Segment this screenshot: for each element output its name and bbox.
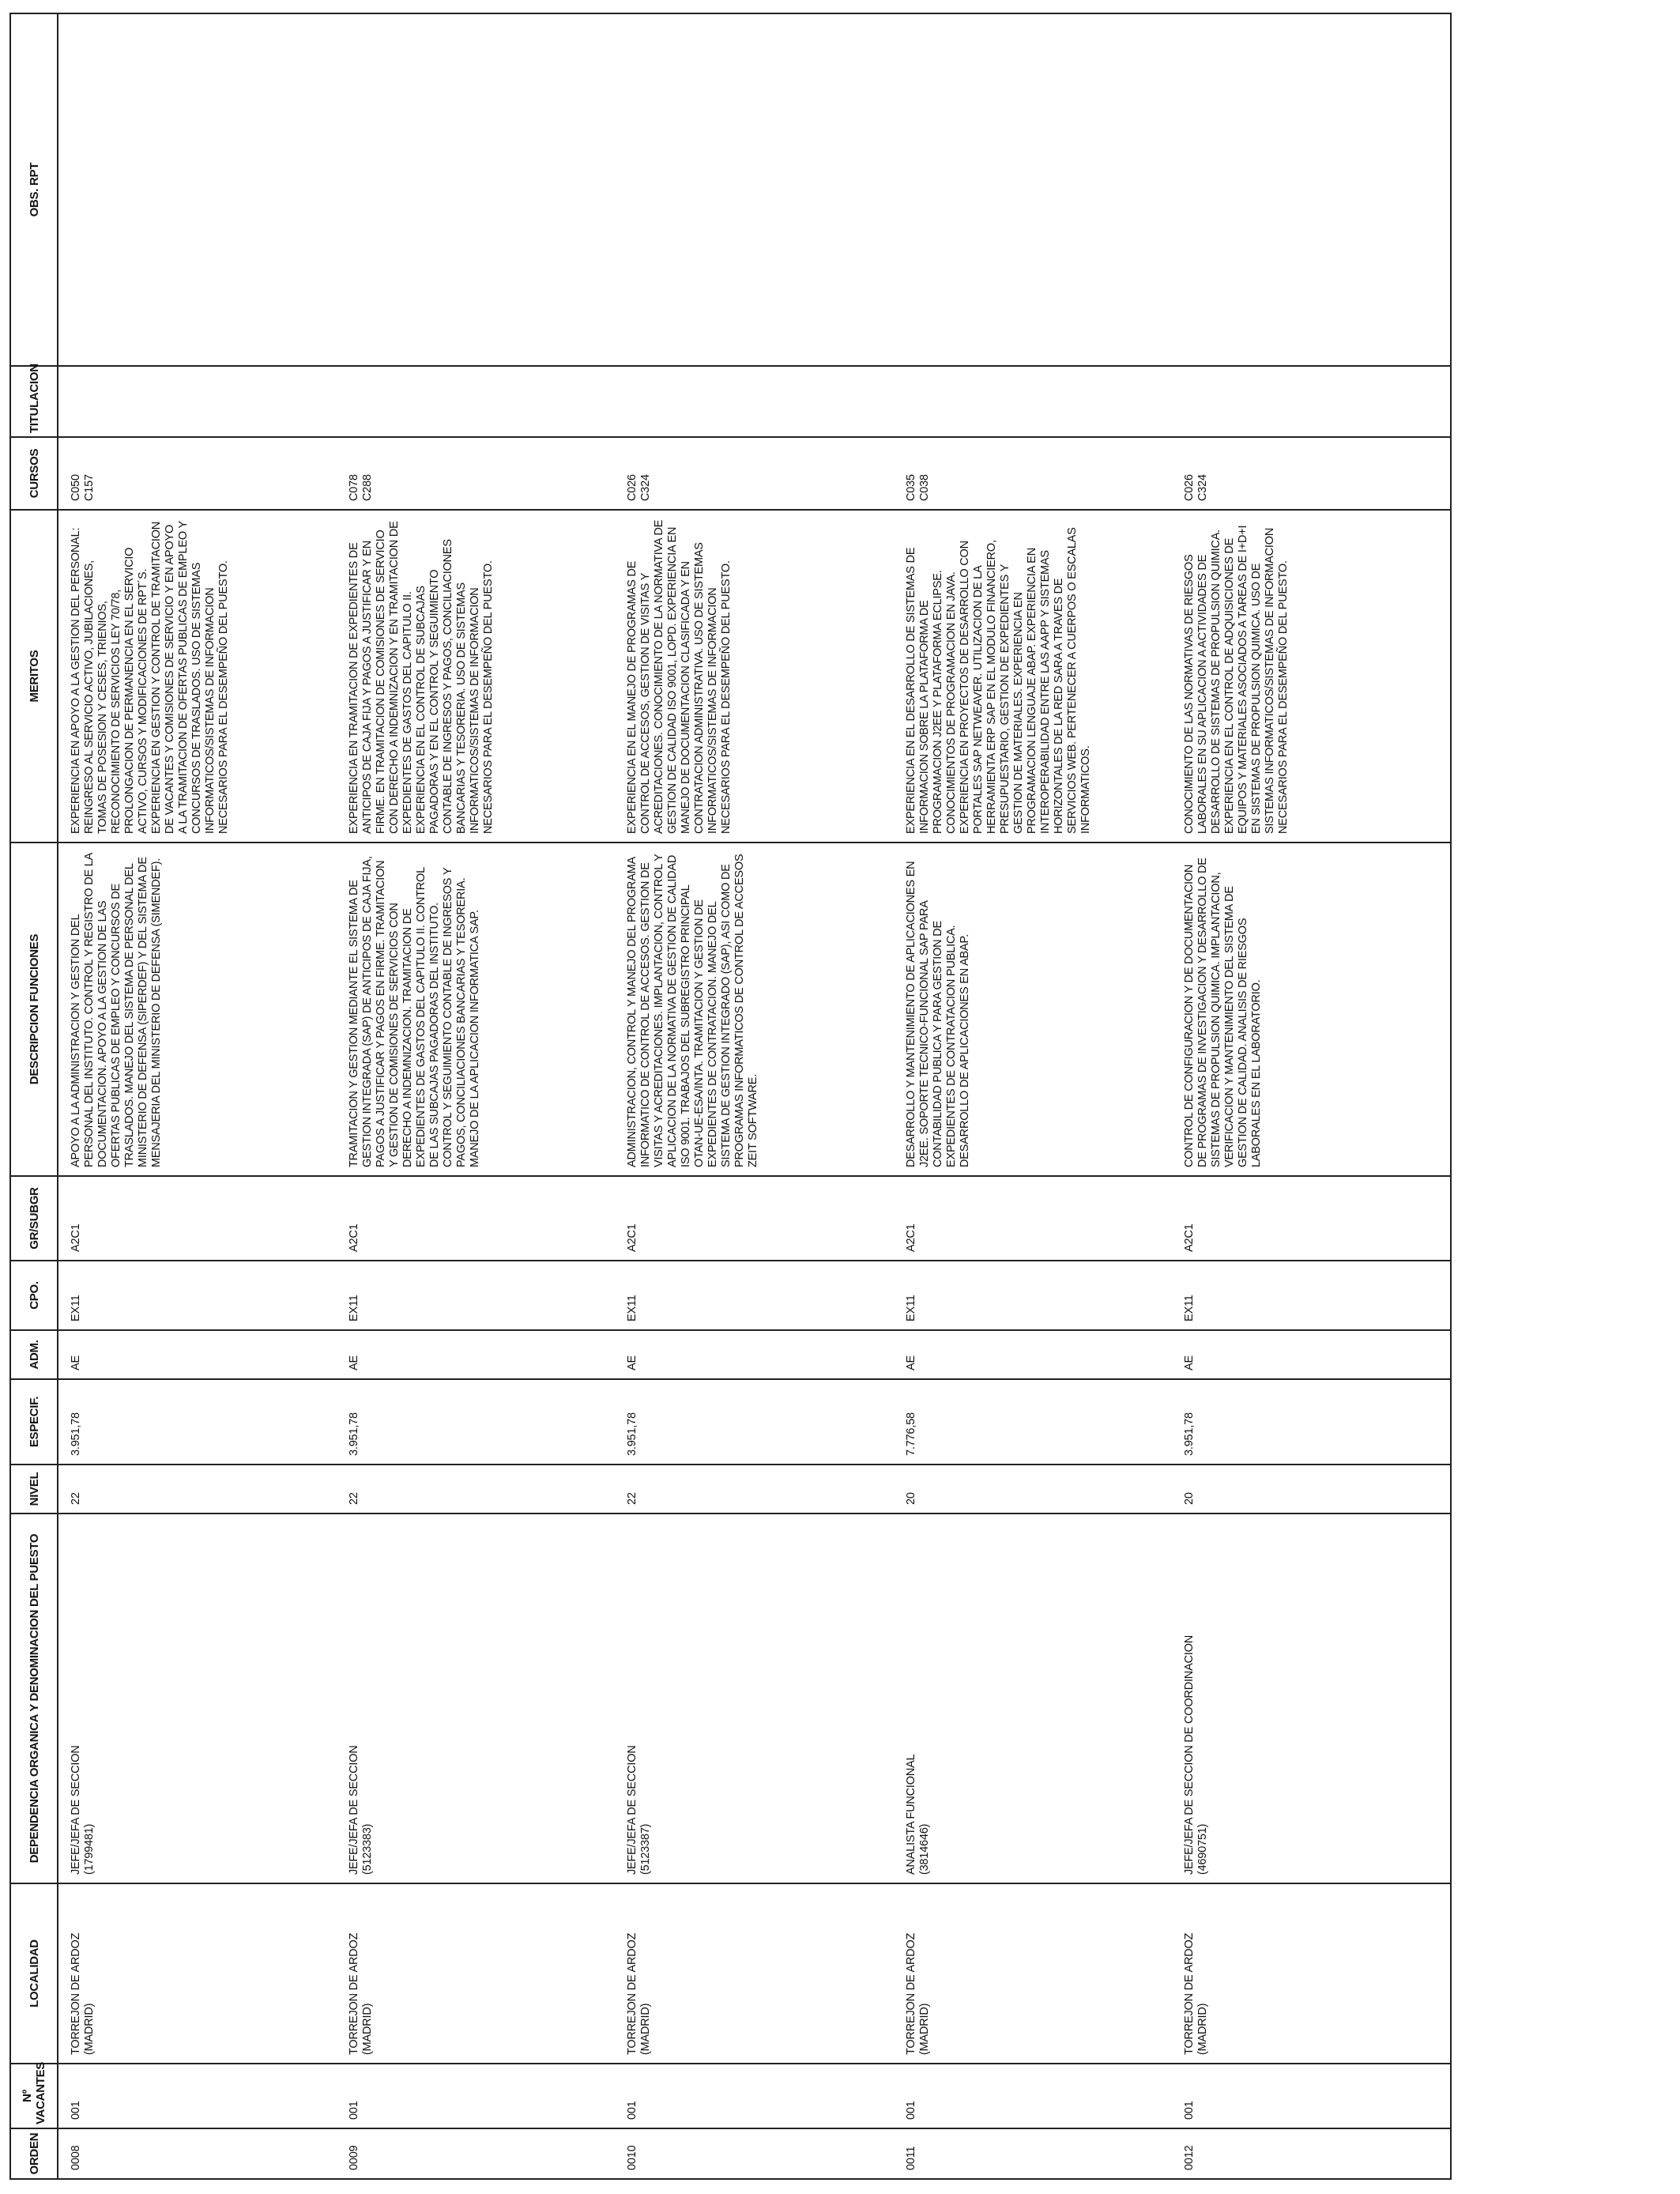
cell-meritos: EXPERIENCIA EN EL DESARROLLO DE SISTEMAS DE INFORMACION SOBRE LA PLATAFORMA DE PROGRAMACION J2EE Y PLATAFORMA ECLIPSE. CONOCIMIENTOS DE PROGRAMACION EN JAVA. EXPERIENCIA EN PROYECTOS DE DESARROLLO CON PORTALES SAP NETWEAVER. UTILIZACION DE LA HERRAMIENTA ERP SAP EN EL MODULO FINANCIERO, PRESUPUESTARIO, GESTION DE EXPEDIENTES Y GESTION DE MATERIALES. EXPERIENCIA EN PROGRAMACION LENGUAJE ABAP. EXPERIENCIA EN INTEROPERABILIDAD ENTRE LAS AAPP Y SISTEMAS HORIZONTALES DE LA RED SARA A TRAVES DE SERVICIOS WEB. PERTENECER A CUERPOS O ESCALAS INFORMATICOS. (894, 510, 1172, 843)
col-obs: OBS. RPT (10, 13, 58, 366)
cell-adm: AE (1172, 1330, 1451, 1379)
cell-localidad: TORREJON DE ARDOZ (MADRID) (615, 1883, 893, 2064)
cell-nivel: 22 (615, 1465, 893, 1514)
cell-puesto (1172, 1514, 1451, 1883)
cell-obs (58, 13, 337, 366)
cell-puesto (615, 1514, 893, 1883)
cell-orden: 0008 (58, 2128, 337, 2179)
cell-titulacion (615, 366, 893, 437)
cell-nivel: 22 (337, 1465, 615, 1514)
cell-funciones: ADMINISTRACION, CONTROL Y MANEJO DEL PROGRAMA INFORMATICO DE CONTROL DE ACCESOS. GESTION DE VISITAS Y ACREDITACIONES. IMPLANTACION, CONTROL Y APLICACION DE LA NORMATIVA DE GESTION DE CALIDAD ISO 9001. TRABAJOS DEL SUBREGISTRO PRINCIPAL OTAN-UE-ESA/INTA. TRAMITACION Y GESTION DE EXPEDIENTES DE CONTRATACION. MANEJO DEL SISTEMA DE GESTION INTEGRADO (SAP), ASI COMO DE PROGRAMAS INFORMATICOS DE CONTROL DE ACCESOS ZEIT SOFTWARE. (615, 843, 893, 1176)
cell-titulacion (337, 366, 615, 437)
cell-cpo: EX11 (894, 1261, 1172, 1330)
cell-orden: 0010 (615, 2128, 893, 2179)
cell-especif: 7.776,58 (894, 1379, 1172, 1465)
puesto-name: JEFE/JEFA DE SECCION (348, 1745, 361, 1875)
cell-nivel: 20 (1172, 1465, 1451, 1514)
col-nivel: NIVEL (10, 1465, 58, 1514)
cell-titulacion (1172, 366, 1451, 437)
cell-obs (894, 13, 1172, 366)
cell-especif: 3.951,78 (58, 1379, 337, 1465)
col-dependencia: DEPENDENCIA ORGANICA Y DENOMINACION DEL PUESTO (10, 1514, 58, 1883)
cell-nivel: 22 (58, 1465, 337, 1514)
cell-obs (1172, 13, 1451, 366)
cell-adm: AE (615, 1330, 893, 1379)
cell-localidad: TORREJON DE ARDOZ (MADRID) (58, 1883, 337, 2064)
cell-adm: AE (894, 1330, 1172, 1379)
cell-especif: 3.951,78 (615, 1379, 893, 1465)
cell-cursos: C026 C324 (615, 437, 893, 510)
col-meritos: MERITOS (10, 510, 58, 843)
puesto-code: (5123383) (361, 1823, 375, 1875)
cell-cursos: C026 C324 (1172, 437, 1451, 510)
cell-localidad: TORREJON DE ARDOZ (MADRID) (337, 1883, 615, 2064)
table-row (337, 13, 615, 2179)
cell-cpo: EX11 (337, 1261, 615, 1330)
col-vacantes: Nº VACANTES (10, 2064, 58, 2128)
col-titulacion: TITULACION (10, 366, 58, 437)
cell-funciones: APOYO A LA ADMINISTRACION Y GESTION DEL PERSONAL DEL INSTITUTO. CONTROL Y REGISTRO DE LA DOCUMENTACION. APOYO A LA GESTION DE LAS OFERTAS PUBLICAS DE EMPLEO Y CONCURSOS DE TRASLADOS. MANEJO DEL SISTEMA DE PERSONAL DEL MINISTERIO DE DEFENSA (SIPERDEF) Y DEL SISTEMA DE MENSAJERIA DEL MINISTERIO DE DEFENSA (SIMENDEF). (58, 843, 337, 1176)
cell-funciones: DESARROLLO Y MANTENIMIENTO DE APLICACIONES EN J2EE. SOPORTE TECNICO-FUNCIONAL SAP PARA CONTABILIDAD PUBLICA Y PARA GESTION DE EXPEDIENTES DE CONTRATACION PUBLICA. DESARROLLO DE APLICACIONES EN ABAP. (894, 843, 1172, 1176)
header-row (10, 13, 58, 2179)
cell-cpo: EX11 (615, 1261, 893, 1330)
cell-puesto (58, 1514, 337, 1883)
table-row (58, 13, 337, 2179)
puesto-name: JEFE/JEFA DE SECCION (70, 1745, 82, 1875)
cell-adm: AE (337, 1330, 615, 1379)
cell-meritos: CONOCIMIENTO DE LAS NORMATIVAS DE RIESGOS LABORALES EN SU APLICACION A ACTIVIDADES DE DESARROLLO DE SISTEMAS DE PROPULSION QUIMICA. EXPERIENCIA EN EL CONTROL DE ADQUISICIONES DE EQUIPOS Y MATERIALES ASOCIADOS A TAREAS DE I+D+I EN SISTEMAS DE PROPULSION QUIMICA. USO DE SISTEMAS INFORMATICOS/SISTEMAS DE INFORMACION NECESARIOS PARA EL DESEMPEÑO DEL PUESTO. (1172, 510, 1451, 843)
cell-vacantes: 001 (894, 2064, 1172, 2128)
col-especif: ESPECIF. (10, 1379, 58, 1465)
cell-adm: AE (58, 1330, 337, 1379)
cell-titulacion (58, 366, 337, 437)
positions-table (9, 13, 1452, 2180)
col-cpo: CPO. (10, 1261, 58, 1330)
cell-vacantes: 001 (58, 2064, 337, 2128)
cell-funciones: TRAMITACION Y GESTION MEDIANTE EL SISTEMA DE GESTION INTEGRADA (SAP) DE ANTICIPOS DE CAJA FIJA, PAGOS A JUSTIFICAR Y PAGOS EN FIRME. TRAMITACION Y GESTION DE COMISIONES DE SERVICIOS CON DERECHO A INDEMNIZACION. TRAMITACION DE EXPEDIENTES DE GASTOS DEL CAPITULO II. CONTROL DE LAS SUBCAJAS PAGADORAS DEL INSTITUTO. CONTROL Y SEGUIMIENTO CONTABLE DE INGRESOS Y PAGOS, CONCILIACIONES BANCARIAS Y TESORERIA. MANEJO DE LA APLICACION INFORMATICA SAP. (337, 843, 615, 1176)
cell-grupo: A2C1 (894, 1176, 1172, 1261)
cell-cursos: C035 C038 (894, 437, 1172, 510)
col-adm: ADM. (10, 1330, 58, 1379)
cell-cpo: EX11 (58, 1261, 337, 1330)
cell-cursos: C078 C288 (337, 437, 615, 510)
table-row (894, 13, 1172, 2179)
col-funciones: DESCRIPCION FUNCIONES (10, 843, 58, 1176)
cell-titulacion (894, 366, 1172, 437)
col-localidad: LOCALIDAD (10, 1883, 58, 2064)
cell-vacantes: 001 (1172, 2064, 1451, 2128)
cell-vacantes: 001 (337, 2064, 615, 2128)
puesto-code: (5123387) (639, 1823, 653, 1875)
cell-orden: 0009 (337, 2128, 615, 2179)
cell-grupo: A2C1 (337, 1176, 615, 1261)
cell-obs (337, 13, 615, 366)
cell-orden: 0011 (894, 2128, 1172, 2179)
col-cursos: CURSOS (10, 437, 58, 510)
puesto-name: ANALISTA FUNCIONAL (904, 1754, 917, 1875)
cell-meritos: EXPERIENCIA EN EL MANEJO DE PROGRAMAS DE CONTROL DE ACCESOS, GESTION DE VISITAS Y ACREDITACIONES. CONOCIMIENTO DE LA NORMATIVA DE GESTION DE CALIDAD ISO 9001, LOPD. EXPERIENCIA EN MANEJO DE DOCUMENTACION CLASIFICADA Y EN CONTRATACION ADMINISTRATIVA. USO DE SISTEMAS INFORMATICOS/SISTEMAS DE INFORMACION NECESARIOS PARA EL DESEMPEÑO DEL PUESTO. (615, 510, 893, 843)
puesto-name: JEFE/JEFA DE SECCION DE COORDINACION (1182, 1635, 1196, 1875)
cell-grupo: A2C1 (615, 1176, 893, 1261)
puesto-code: (3814646) (917, 1823, 931, 1875)
cell-localidad: TORREJON DE ARDOZ (MADRID) (894, 1883, 1172, 2064)
puesto-code: (4690751) (1196, 1823, 1209, 1875)
cell-grupo: A2C1 (58, 1176, 337, 1261)
cell-meritos: EXPERIENCIA EN APOYO A LA GESTION DEL PERSONAL: REINGRESO AL SERVICIO ACTIVO, JUBILACIONES, TOMAS DE POSESION Y CESES, TRIENIOS, RECONOCIMIENTO DE SERVICIOS LEY 70/78, PROLONGACION DE PERMANENCIA EN EL SERVICIO ACTIVO, CURSOS Y MODIFICACIONES DE RPT´S. EXPERIENCIA EN GESTION Y CONTROL DE TRAMITACION DE VACANTES Y COMISIONES DE SERVICIO Y EN APOYO A LA TRAMITACION DE OFERTAS PUBLICAS DE EMPLEO Y CONCURSOS DE TRASLADOS. USO DE SISTEMAS INFORMATICOS/SISTEMAS DE INFORMACION NECESARIOS PARA EL DESEMPEÑO DEL PUESTO. (58, 510, 337, 843)
cell-especif: 3.951,78 (1172, 1379, 1451, 1465)
puesto-name: JEFE/JEFA DE SECCION (626, 1745, 639, 1875)
cell-puesto (894, 1514, 1172, 1883)
cell-vacantes: 001 (615, 2064, 893, 2128)
puesto-code: (1799481) (83, 1823, 96, 1875)
cell-cpo: EX11 (1172, 1261, 1451, 1330)
cell-puesto (337, 1514, 615, 1883)
table-row (1172, 13, 1451, 2179)
col-grupo: GR/SUBGR (10, 1176, 58, 1261)
cell-cursos: C050 C157 (58, 437, 337, 510)
cell-localidad: TORREJON DE ARDOZ (MADRID) (1172, 1883, 1451, 2064)
cell-especif: 3.951,78 (337, 1379, 615, 1465)
cell-nivel: 20 (894, 1465, 1172, 1514)
cell-grupo: A2C1 (1172, 1176, 1451, 1261)
cell-obs (615, 13, 893, 366)
cell-funciones: CONTROL DE CONFIGURACION Y DE DOCUMENTACION DE PROGRAMAS DE INVESTIGACION Y DESARROLLO DE SISTEMAS DE PROPULSION QUIMICA. IMPLANTACION, VERIFICACION Y MANTENIMIENTO DEL SISTEMA DE GESTION DE CALIDAD. ANALISIS DE RIESGOS LABORALES EN EL LABORATORIO. (1172, 843, 1451, 1176)
cell-meritos: EXPERIENCIA EN TRAMITACION DE EXPEDIENTES DE ANTICIPOS DE CAJA FIJA Y PAGOS A JUSTIFICAR Y EN FIRME. EN TRAMITACION DE COMISIONES DE SERVICIO CON DERECHO A INDEMNIZACION Y EN TRAMITACION DE EXPEDIENTES DE GASTOS DEL CAPITULO II. EXPERIENCIA EN EL CONTROL DE SUBCAJAS PAGADORAS Y EN EL CONTROL Y SEGUIMIENTO CONTABLE DE INGRESOS Y PAGOS, CONCILIACIONES BANCARIAS Y TESORERIA. USO DE SISTEMAS INFORMATICOS/SISTEMAS DE INFORMACION NECESARIOS PARA EL DESEMPEÑO DEL PUESTO. (337, 510, 615, 843)
table-row (615, 13, 893, 2179)
cell-orden: 0012 (1172, 2128, 1451, 2179)
col-orden: ORDEN (10, 2128, 58, 2179)
